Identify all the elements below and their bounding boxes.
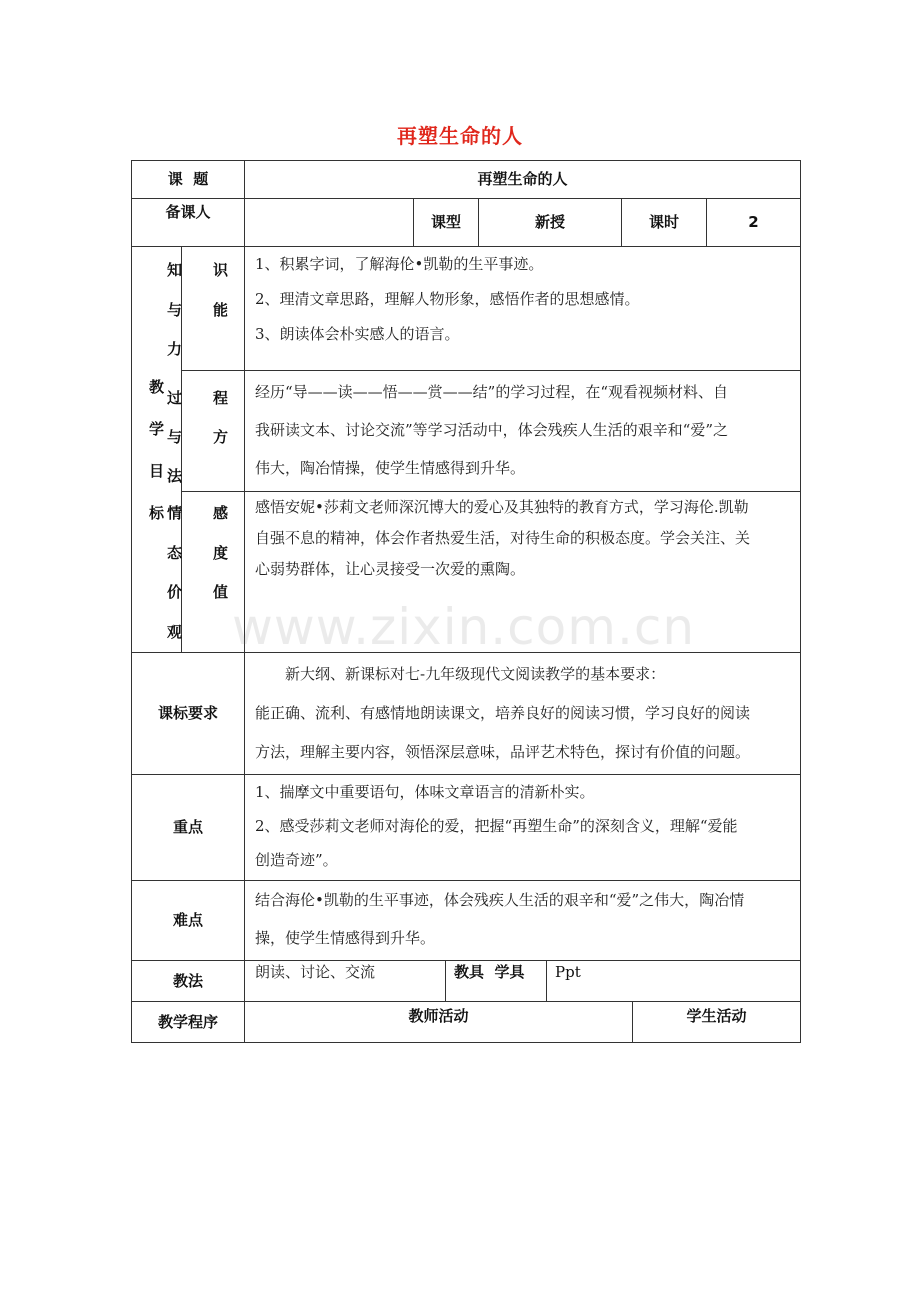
knowledge-content <box>244 246 801 371</box>
process-line: 经历“导——读——悟——赏——结”的学习过程，在“观看视频材料、自 <box>255 383 729 401</box>
knowledge-line: 1、积累字词，了解海伦•凯勒的生平事迹。 <box>255 255 544 273</box>
process-label-char: 法 <box>167 467 183 485</box>
knowledge-line: 2、理清文章思路，理解人物形象，感悟作者的思想感情。 <box>255 290 640 308</box>
key-points-line: 创造奇迹”。 <box>255 851 338 869</box>
knowledge-line: 3、朗读体会朴实感人的语言。 <box>255 325 460 343</box>
student-activity-label: 学生活动 <box>632 1001 801 1043</box>
teacher-activity-label: 教师活动 <box>244 1001 633 1043</box>
emotion-label-char: 感 <box>213 504 229 522</box>
difficult-points-label: 难点 <box>131 880 245 961</box>
emotion-line: 自强不息的精神，体会作者热爱生活，对待生命的积极态度。学会关注、关 <box>255 529 751 547</box>
knowledge-label-char: 能 <box>213 300 229 319</box>
difficult-points-content <box>244 880 801 961</box>
process-content <box>244 370 801 492</box>
process-label-char: 与 <box>167 428 183 446</box>
standards-line: 新大纲、新课标对七-九年级现代文阅读教学的基本要求： <box>285 665 666 683</box>
tools-value: Ppt <box>546 960 801 1002</box>
difficult-points-line: 结合海伦•凯勒的生平事迹，体会残疾人生活的艰辛和“爱”之伟大，陶冶情 <box>255 891 745 909</box>
knowledge-label-char: 识 <box>213 261 229 279</box>
process-line: 伟大，陶冶情操，使学生情感得到升华。 <box>255 459 526 477</box>
methods-value: 朗读、讨论、交流 <box>244 960 446 1002</box>
knowledge-label-char: 与 <box>167 300 183 319</box>
standards-label: 课标要求 <box>131 652 245 775</box>
key-points-content <box>244 774 801 881</box>
standards-line: 方法，理解主要内容，领悟深层意味，品评艺术特色，探讨有价值的问题。 <box>255 743 751 761</box>
objectives-char: 学 <box>148 419 164 438</box>
emotion-label-char: 情 <box>167 504 183 522</box>
methods-label: 教法 <box>131 960 245 1002</box>
knowledge-label-char: 力 <box>167 340 183 359</box>
lesson-hours-value: 2 <box>706 198 801 247</box>
lesson-hours-label: 课时 <box>621 198 707 247</box>
document-title: 再塑生命的人 <box>397 124 523 148</box>
emotion-label-char: 观 <box>167 622 183 641</box>
standards-line: 能正确、流利、有感情地朗读课文，培养良好的阅读习惯，学习良好的阅读 <box>255 704 751 722</box>
objectives-char: 目 <box>148 461 164 480</box>
topic-label: 课 题 <box>131 160 245 199</box>
preparer-label <box>131 198 245 247</box>
watermark: www.zixin.com.cn <box>232 598 696 656</box>
difficult-points-line: 操，使学生情感得到升华。 <box>255 929 436 947</box>
objectives-char: 标 <box>148 503 164 522</box>
key-points-line: 1、揣摩文中重要语句，体味文章语言的清新朴实。 <box>255 783 595 801</box>
key-points-label: 重点 <box>131 774 245 881</box>
emotion-label <box>167 491 245 653</box>
emotion-line: 感悟安妮•莎莉文老师深沉博大的爱心及其独特的教育方式，学习海伦.凯勒 <box>255 498 749 516</box>
process-label-char: 程 <box>213 389 229 407</box>
emotion-label-char: 价 <box>167 583 183 601</box>
preparer-label-text: 备课人 <box>165 203 211 221</box>
topic-value: 再塑生命的人 <box>244 160 801 199</box>
process-line: 我研读文本、讨论交流”等学习活动中，体会残疾人生活的艰辛和“爱”之 <box>255 421 729 439</box>
process-label-char: 方 <box>213 428 229 446</box>
emotion-label-char: 度 <box>213 543 229 562</box>
standards-content <box>244 652 801 775</box>
preparer-value <box>244 198 414 247</box>
key-points-line: 2、感受莎莉文老师对海伦的爱，把握“再塑生命”的深刻含义，理解“爱能 <box>255 817 738 835</box>
knowledge-label-char: 知 <box>167 261 183 279</box>
process-label <box>167 370 245 492</box>
lesson-type-label: 课型 <box>413 198 479 247</box>
lesson-type-value: 新授 <box>478 198 622 247</box>
emotion-content <box>244 491 801 653</box>
process-label-char: 过 <box>167 389 183 407</box>
objectives-char: 教 <box>148 377 164 396</box>
procedure-label: 教学程序 <box>131 1001 245 1043</box>
tools-label: 教具 学具 <box>445 960 547 1002</box>
emotion-line: 心弱势群体，让心灵接受一次爱的熏陶。 <box>255 560 526 578</box>
knowledge-label <box>167 246 245 371</box>
emotion-label-char: 态 <box>167 543 183 562</box>
emotion-label-char: 值 <box>213 583 229 601</box>
